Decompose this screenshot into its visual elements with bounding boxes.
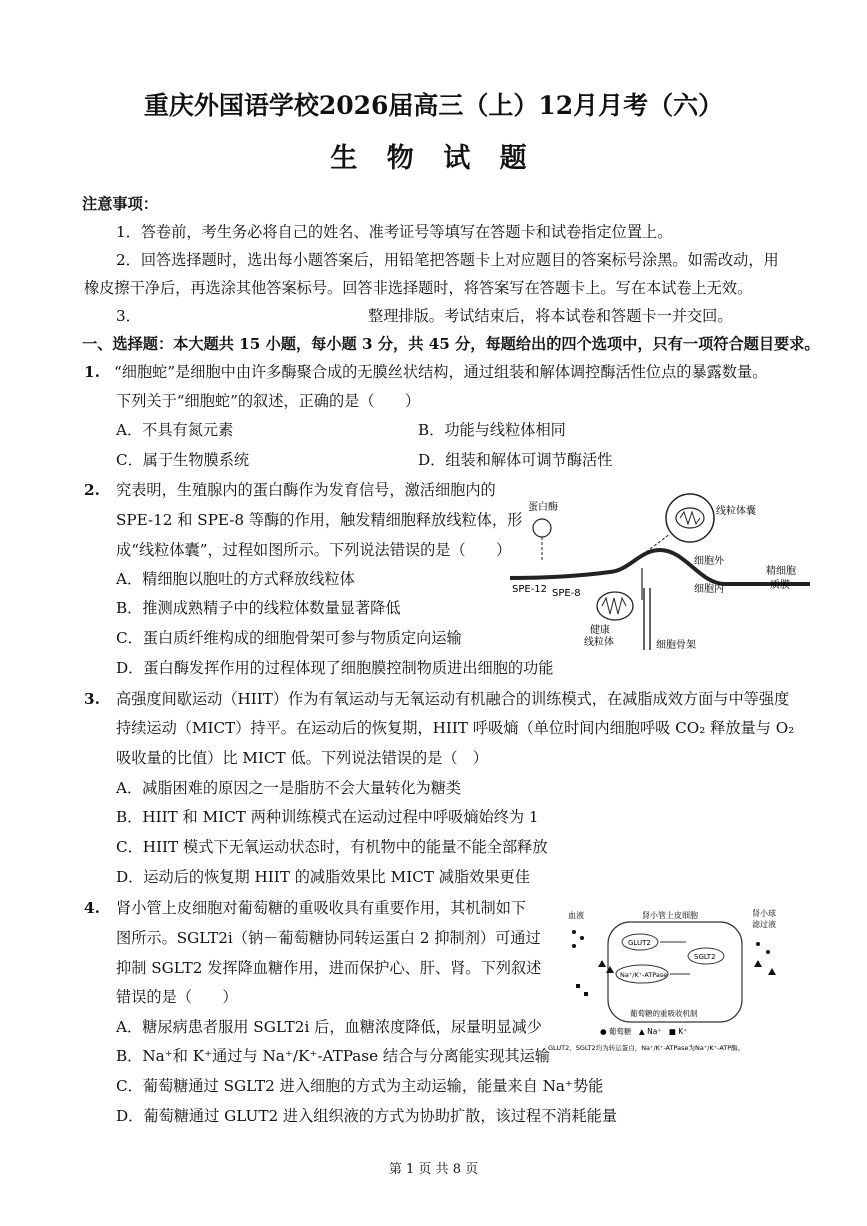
notice-item-1: 1．答卷前，考生务必将自己的姓名、准考证号等填写在答题卡和试卷指定位置上。: [116, 223, 673, 241]
q1-option-a: A．不具有氮元素: [116, 421, 234, 439]
fig2-membrane: [510, 550, 810, 584]
fig4-label-blood: 血液: [568, 911, 584, 920]
fig2-label-membrane1: 精细胞: [766, 566, 796, 577]
q4-option-a: A．糖尿病患者服用 SGLT2i 后，血糖浓度降低，尿量明显减少: [116, 1018, 542, 1036]
q4-number: 4.: [84, 899, 100, 917]
notice-heading: 注意事项：: [82, 195, 158, 213]
q4-option-c: C．葡萄糖通过 SGLT2 进入细胞的方式为主动运输，能量来自 Na⁺势能: [116, 1077, 604, 1095]
notice-item-2b: 橡皮擦干净后，再选涂其他答案标号。回答非选择题时，将答案写在答题卡上。写在本试卷上无效。: [84, 279, 753, 297]
page-title: 重庆外国语学校2026届高三（上）12月月考（六）: [143, 91, 724, 120]
fig2-label-vesicle: 线粒体囊: [716, 506, 756, 517]
q3-line-1: 高强度间歇运动（HIIT）作为有氧运动与无氧运动有机融合的训练模式，在减脂成效方面与中等强度: [116, 690, 790, 708]
fig2-label-spe8: SPE-8: [552, 588, 581, 599]
fig4-k-2: [584, 992, 588, 996]
fig4-na-3: [754, 960, 762, 967]
fig4-label-caption-inner: 葡萄糖的重吸收机制: [630, 1009, 698, 1018]
fig2-label-spe12: SPE-12: [512, 584, 548, 595]
q4-line-4: 错误的是（ ）: [116, 988, 238, 1006]
q1-number: 1.: [84, 363, 100, 381]
fig4-k-1: [576, 984, 580, 988]
fig2-label-healthy2: 线粒体: [584, 637, 614, 648]
notice-item-3a: 3．: [116, 307, 141, 325]
q1-option-d: D．组装和解体可调节酶活性: [418, 451, 613, 469]
fig2-label-protease: 蛋白酶: [528, 502, 558, 513]
fig4-label-filtrate-1: 肾小球: [752, 909, 776, 918]
q2-line-2: SPE-12 和 SPE-8 等酶的作用，触发精细胞释放线粒体，形: [116, 511, 523, 529]
fig4-label-cell: 肾小管上皮细胞: [642, 911, 698, 920]
q2-option-c: C．蛋白质纤维构成的细胞骨架可参与物质定向运输: [116, 629, 462, 647]
fig2-label-inside: 细胞内: [694, 584, 724, 595]
q1-option-c: C．属于生物膜系统: [116, 451, 250, 469]
q1-line-2: 下列关于“细胞蛇”的叙述，正确的是（ ）: [116, 392, 421, 410]
fig4-label-sglt2: SGLT2: [694, 953, 716, 961]
fig2-label-cytoskeleton: 细胞骨架: [656, 640, 696, 651]
fig4-label-glut2: GLUT2: [628, 939, 651, 947]
q4-figure: [546, 904, 806, 1056]
q3-line-2: 持续运动（MICT）持平。在运动后的恢复期，HIIT 呼吸熵（单位时间内细胞呼吸 CO₂ 释放量与 O₂: [116, 719, 795, 737]
q3-option-d: D．运动后的恢复期 HIIT 的减脂效果比 MICT 减脂效果更佳: [116, 868, 530, 886]
q4-line-3: 抑制 SGLT2 发挥降血糖作用，进而保护心、肝、肾。下列叙述: [116, 959, 542, 977]
q4-option-b: B．Na⁺和 K⁺通过与 Na⁺/K⁺-ATPase 结合与分离能实现其运输: [116, 1047, 550, 1065]
page-subtitle: 生 物 试 题: [330, 143, 537, 174]
fig4-na-4: [768, 968, 776, 975]
q2-option-a: A．精细胞以胞吐的方式释放线粒体: [116, 570, 355, 588]
q4-line-1: 肾小管上皮细胞对葡萄糖的重吸收具有重要作用，其机制如下: [116, 899, 527, 917]
page-footer: 第 1 页 共 8 页: [388, 1162, 479, 1177]
fig2-label-membrane2: 质膜: [770, 580, 790, 591]
notice-item-3b: 整理排版。考试结束后，将本试卷和答题卡一并交回。: [368, 307, 733, 325]
q3-number: 3.: [84, 690, 100, 708]
q3-option-c: C．HIIT 模式下无氧运动状态时，有机物中的能量不能全部释放: [116, 838, 548, 856]
section-heading: 一、选择题：本大题共 15 小题，每小题 3 分，共 45 分，每题给出的四个选项中，只有一项符合题目要求。: [82, 335, 820, 353]
q4-line-2: 图所示。SGLT2i（钠－葡萄糖协同转运蛋白 2 抑制剂）可通过: [116, 929, 541, 947]
fig4-glucose-3: [572, 944, 576, 948]
fig4-label-pump: Na⁺/K⁺-ATPase: [620, 971, 668, 979]
fig4-glucose-2: [580, 936, 584, 940]
q2-number: 2.: [84, 481, 100, 499]
q2-figure: [510, 488, 810, 654]
fig4-label-filtrate-2: 滤过液: [752, 920, 776, 929]
q2-option-b: B．推测成熟精子中的线粒体数量显著降低: [116, 599, 401, 617]
q1-line-1: “细胞蛇”是细胞中由许多酶聚合成的无膜丝状结构，通过组装和解体调控酶活性位点的暴露数量。: [114, 363, 768, 381]
q3-line-3: 吸收量的比值）比 MICT 低。下列说法错误的是（ ）: [116, 749, 488, 767]
fig2-protease-shape: [533, 519, 551, 537]
q2-line-1: 究表明，生殖腺内的蛋白酶作为发育信号，激活细胞内的: [116, 481, 496, 499]
fig4-glucose-1: [572, 930, 576, 934]
fig4-legend: ● 葡萄糖 ▲ Na⁺ ■ K⁺: [600, 1027, 688, 1036]
q2-option-d: D．蛋白酶发挥作用的过程体现了细胞膜控制物质进出细胞的功能: [116, 659, 554, 677]
fig2-label-outside: 细胞外: [694, 556, 724, 567]
q1-option-b: B．功能与线粒体相同: [418, 421, 566, 439]
q2-line-3: 成“线粒体囊”，过程如图所示。下列说法错误的是（ ）: [116, 541, 512, 559]
fig4-note: GLUT2、SGLT2均为转运蛋白，Na⁺/K⁺-ATPase为Na⁺/K⁺-ATP酶。: [548, 1044, 745, 1052]
fig4-na-1: [598, 960, 606, 967]
q4-option-d: D．葡萄糖通过 GLUT2 进入组织液的方式为协助扩散，该过程不消耗能量: [116, 1107, 618, 1125]
q3-option-a: A．减脂困难的原因之一是脂肪不会大量转化为糖类: [116, 779, 462, 797]
notice-item-2a: 2．回答选择题时，选出每小题答案后，用铅笔把答题卡上对应题目的答案标号涂黑。如需改动，用: [116, 251, 779, 269]
q3-option-b: B．HIIT 和 MICT 两种训练模式在运动过程中呼吸熵始终为 1: [116, 808, 539, 826]
fig4-glucose-4: [756, 942, 760, 946]
fig2-label-healthy1: 健康: [590, 625, 610, 636]
fig4-glucose-5: [766, 950, 770, 954]
